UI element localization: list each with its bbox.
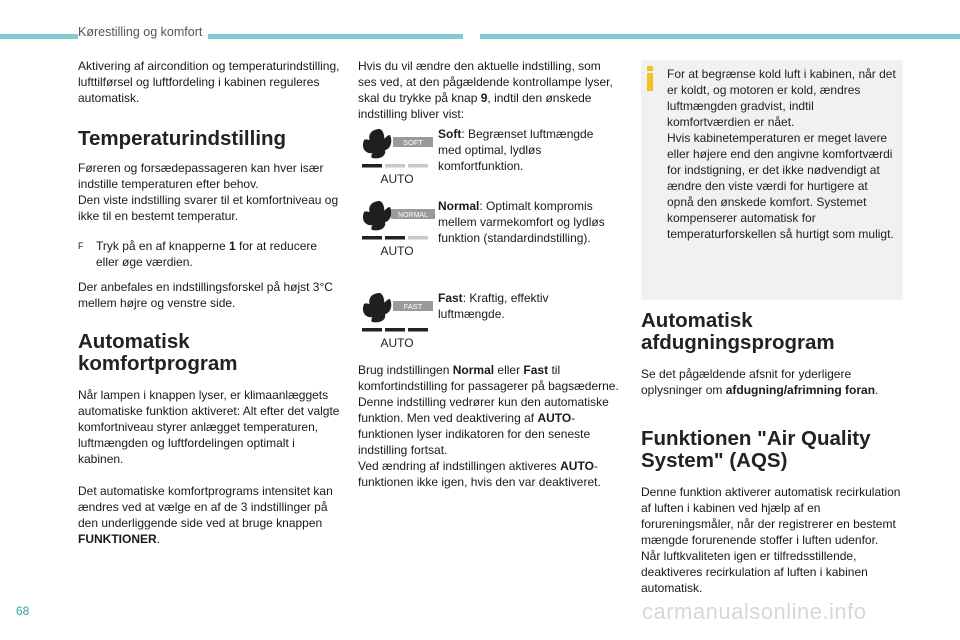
column-middle (358, 58, 620, 122)
auto-paragraph-2: Det automatiske komfortprograms intensitet kan ændres ved at vælge en af de 3 indstillinger på den underliggende side ved at bruge knappen FUNKTIONER. (78, 484, 333, 546)
auto-note-1: Denne indstilling vedrører kun den automatiske funktion. Men ved deaktivering af AUTO-funktionen lyser indikatoren for den seneste indstilling fortsat. (358, 395, 609, 457)
mode-badge-normal: NORMAL (398, 212, 428, 219)
fan-normal-icon (358, 198, 436, 258)
mode-badge-soft: SOFT (403, 138, 423, 147)
heading-defog: Automatisk afdugningsprogram (641, 309, 835, 354)
aqs-paragraph-2: Når luftkvaliteten igen er tilfredsstillende, deaktiveres recirkulation af luften i kabinen automatisk. (641, 549, 868, 595)
auto-label: AUTO (380, 336, 414, 350)
bullet-marker: F (78, 241, 84, 251)
intro-text: Aktivering af aircondition og temperaturindstilling, lufttilførsel og luftfordeling i kabinen reguleres automatisk. (78, 59, 340, 105)
mode-normal (358, 198, 618, 258)
mode-soft-text: Soft: Begrænset luftmængde med optimal, lydløs komfortfunktion. (438, 127, 594, 173)
column-right (641, 310, 903, 596)
auto-label: AUTO (380, 244, 414, 258)
column-left (78, 58, 340, 547)
mode-soft (358, 126, 618, 186)
header-rule-right (480, 34, 960, 39)
auto-paragraph-1: Når lampen i knappen lyser, er klimaanlæggets automatiske funktion aktiveret: Alt efter det valgte komfortniveau styrer anlægget temperaturen, luftmængden og luftfordelingen optimalt i kabinen. (78, 388, 340, 466)
mode-intro: Hvis du vil ændre den aktuelle indstilling, som ses ved, at den pågældende kontrollampe lyser, skal du trykke på knap 9, indtil den ønskede indstilling bliver vist: (358, 59, 613, 121)
bullet-item (78, 238, 340, 270)
chapter-title: Kørestilling og komfort (78, 25, 208, 39)
column-middle-bottom (358, 362, 620, 490)
mode-fast-text: Fast: Kraftig, effektiv luftmængde. (438, 291, 549, 321)
heading-aqs: Funktionen "Air Quality System" (AQS) (641, 427, 871, 472)
defog-paragraph: Se det pågældende afsnit for yderligere oplysninger om afdugning/afrimning foran. (641, 367, 879, 397)
heading-temperature: Temperaturindstilling (78, 127, 287, 150)
auto-label: AUTO (380, 172, 414, 186)
use-paragraph: Brug indstillingen Normal eller Fast til komfortindstilling for passagerer på bagsæderne. (358, 363, 619, 393)
temp-paragraph-2: Den viste indstilling svarer til et komfortniveau og ikke til en bestemt temperatur. (78, 193, 339, 223)
watermark: carmanualsonline.info (642, 599, 867, 624)
bullet-text: Tryk på en af knapperne 1 for at reducere eller øge værdien. (96, 239, 318, 269)
fan-soft-icon (358, 126, 436, 186)
mode-normal-text: Normal: Optimalt kompromis mellem varmekomfort og lydløs funktion (standardindstilling). (438, 199, 605, 245)
aqs-paragraph-1: Denne funktion aktiverer automatisk recirkulation af luften i kabinen ved hjælp af en forureningsmåler, når der registrerer en bestemt mængde forurenende stoffer i luften udenfor. (641, 485, 901, 547)
mode-badge-fast: FAST (403, 302, 423, 311)
header-rule-left (0, 34, 463, 39)
info-text: For at begrænse kold luft i kabinen, når det er koldt, og motoren er kold, ændres luftmængden gradvist, indtil komfortværdien er nået. Hvis kabinetemperaturen er meget lavere eller højere end den angivne komfortværdi for indstigning, er det ikke nødvendigt at ændre den viste værdi for hurtigere at opnå den ønskede komfort. Systemet kompenserer automatisk for temperaturforskellen så hurtigt som muligt. (667, 67, 896, 241)
temp-paragraph-1: Føreren og forsædepassageren kan hver især indstille temperaturen efter behov. (78, 161, 324, 191)
mode-fast (358, 290, 618, 350)
info-box (641, 60, 903, 300)
temp-paragraph-3: Der anbefales en indstillingsforskel på højst 3°C mellem højre og venstre side. (78, 280, 333, 310)
auto-note-2: Ved ændring af indstillingen aktiveres AUTO-funktionen ikke igen, hvis den var deaktiveret. (358, 459, 601, 489)
fan-fast-icon (358, 290, 436, 350)
info-icon (647, 66, 653, 94)
page-number: 68 (16, 604, 30, 618)
heading-auto-comfort: Automatisk komfortprogram (78, 330, 238, 375)
